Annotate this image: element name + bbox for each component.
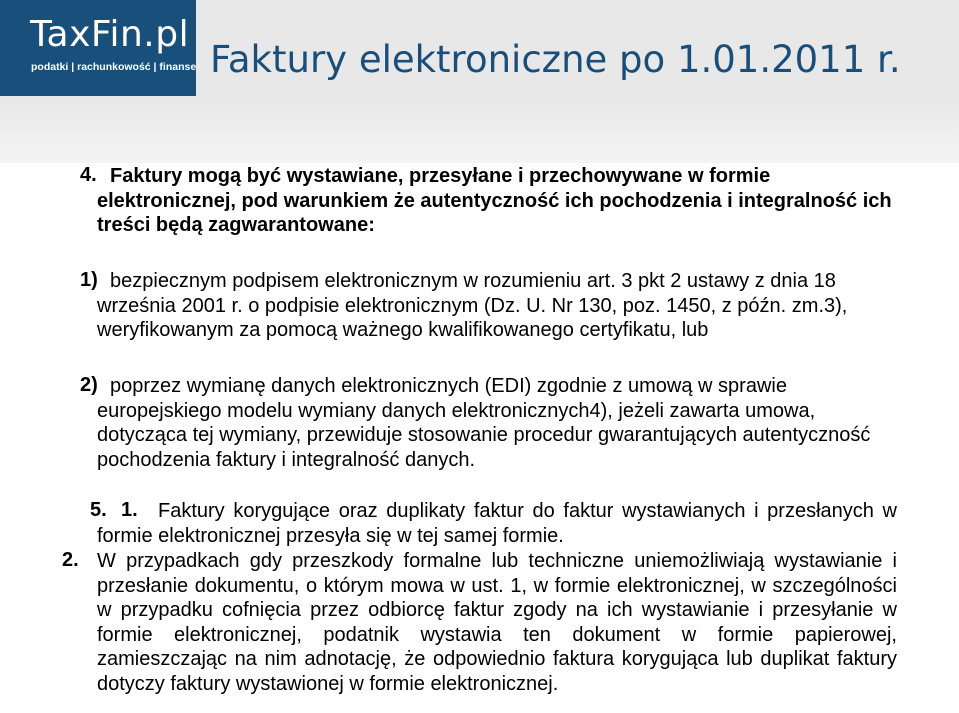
section-5-point-2-number: 2. [62,549,79,571]
section-5-point-1-text [97,499,897,548]
section-5-point-2-text [97,549,897,696]
section-4-body: Faktury mogą być wystawiane, przesyłane i przechowywane w formie elektronicznej, pod warunkiem że autentyczność ich pochodzenia i integralność ich treści będą zagwarantowane: [97,165,892,236]
slide-title: Faktury elektroniczne po 1.01.2011 r. [210,38,901,81]
item-2-number: 2) [80,374,98,396]
item-1-text [97,269,897,343]
logo-tagline: podatki | rachunkowość | finanse [31,61,197,73]
item-1-body: bezpiecznym podpisem elektronicznym w rozumieniu art. 3 pkt 2 ustawy z dnia 18 września 2001 r. o podpisie elektronicznym (Dz. U. Nr 130, poz. 1450, z późn. zm.3), weryfikowanym za pomocą ważnego kwalifikowanego certyfikatu, lub [97,270,848,341]
logo-name: TaxFin.pl [30,14,190,55]
item-1-number: 1) [80,269,98,291]
section-5-number: 5. [90,499,107,521]
item-2-body: poprzez wymianę danych elektronicznych (EDI) zgodnie z umową w sprawie europejskiego modelu wymiany danych elektronicznych4), jeżeli zawarta umowa, dotycząca tej wymiany, przewiduje stosowanie procedur gwarantujących autentyczność pochodzenia faktury i integralność danych. [97,375,871,471]
section-4-number: 4. [80,164,97,186]
taxfin-logo [0,0,196,96]
section-4-text [97,164,897,238]
section-5-point-1-number: 1. [121,499,138,521]
item-2-text [97,374,897,472]
slide-header [0,0,959,163]
section-5-point-2-body: W przypadkach gdy przeszkody formalne lub techniczne uniemożliwiają wystawianie i przesłanie dokumentu, o którym mowa w ust. 1, w formie elektronicznej, w szczególności w przypadku cofnięcia przez odbiorcę faktur zgody na ich wystawianie i przesyłanie w formie elektronicznej, podatnik wystawia ten dokument w formie papierowej, zamieszczając na nim adnotację, że odpowiednio faktura korygująca lub duplikat faktury dotyczy faktury wystawionej w formie elektronicznej. [97,550,897,695]
section-5-point-1-body: Faktury korygujące oraz duplikaty faktur do faktur wystawianych i przesłanych w formie elektronicznej przesyła się w tej samej formie. [97,500,897,547]
